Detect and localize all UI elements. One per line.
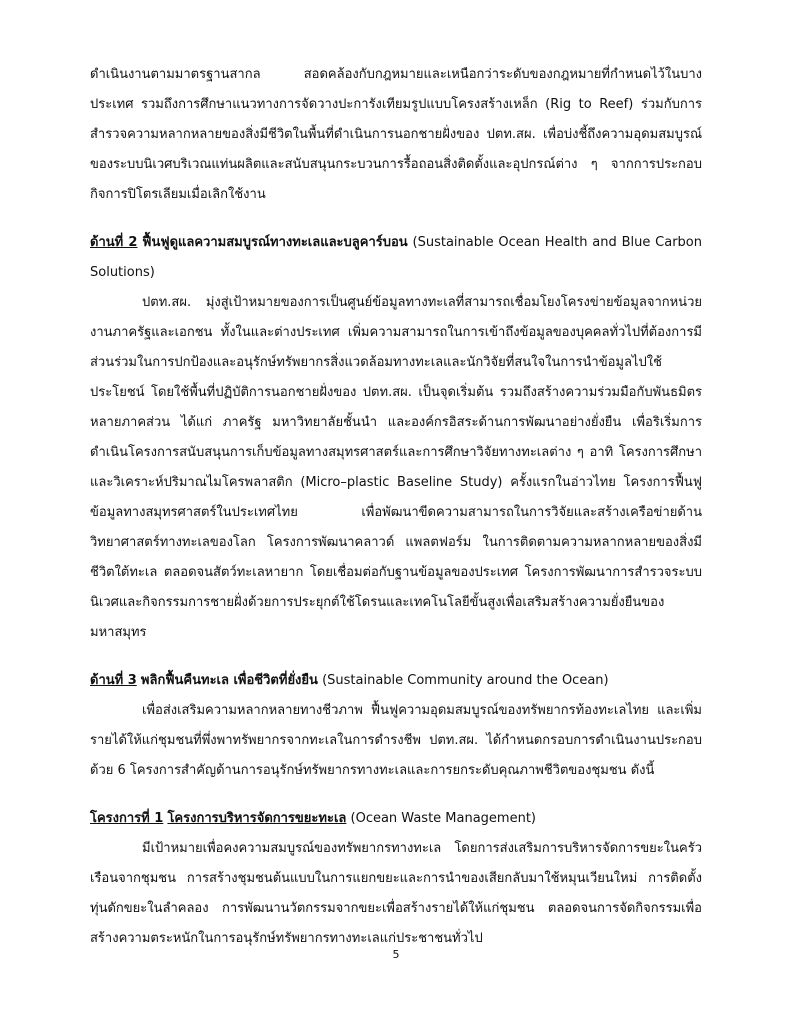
project-1-label: โครงการที่ 1	[90, 811, 164, 826]
section-2-body: ปตท.สผ. มุ่งสู่เป้าหมายของการเป็นศูนย์ข้อมูลทางทะเลที่สามารถเชื่อมโยงโครงข่ายข้อมูลจากหน่วยงานภาครัฐและเอกชน ทั้งในและต่างประเทศ เพิ่มความสามารถในการเข้าถึงข้อมูลของบุคคลทั่วไปที่ต้องการมีส่วนร่วมในการปกป้องและอนุรักษ์ทรัพยากรสิ่งแวดล้อมทางทะเลและนักวิจัยที่สนใจในการนำข้อมูลไปใช้ประโยชน์ โดยใช้พื้นที่ปฏิบัติการนอกชายฝั่งของ ปตท.สผ. เป็นจุดเริ่มต้น รวมถึงสร้างความร่วมมือกับพันธมิตรหลายภาคส่วน ได้แก่ ภาครัฐ มหาวิทยาลัยชั้นนำ และองค์กรอิสระด้านการพัฒนาอย่างยั่งยืน เพื่อริเริ่มการดำเนินโครงการสนับสนุนการเก็บข้อมูลทางสมุทรศาสตร์และการศึกษาวิจัยทางทะเลต่าง ๆ อาทิ โครงการศึกษาและวิเคราะห์ปริมาณไมโครพลาสติก (Micro–plastic Baseline Study) ครั้งแรกในอ่าวไทย โครงการฟื้นฟูข้อมูลทางสมุทรศาสตร์ในประเทศไทย เพื่อพัฒนาขีดความสามารถในการวิจัยและสร้างเครือข่ายด้านวิทยาศาสตร์ทางทะเลของโลก โครงการพัฒนาคลาวด์ แพลตฟอร์ม ในการติดตามความหลากหลายของสิ่งมีชีวิตใต้ทะเล ตลอดจนสัตว์ทะเลหายาก โดยเชื่อมต่อกับฐานข้อมูลของประเทศ โครงการพัฒนาการสำรวจระบบนิเวศและกิจกรรมการชายฝั่งด้วยการประยุกต์ใช้โดรนและเทคโนโลยีขั้นสูงเพื่อเสริมสร้างความยั่งยืนของมหาสมุทร	[90, 295, 702, 640]
project-1-heading	[90, 804, 702, 834]
project-1-subtitle: (Ocean Waste Management)	[350, 811, 537, 826]
section-3-title: พลิกฟื้นคืนทะเล เพื่อชีวิตที่ยั่งยืน	[140, 673, 318, 688]
section-3-heading	[90, 666, 702, 696]
spacer	[90, 210, 702, 220]
spacer	[90, 786, 702, 796]
spacer	[90, 648, 702, 658]
section-3-subtitle: (Sustainable Community around the Ocean)	[322, 673, 609, 688]
page-number: 5	[392, 948, 400, 961]
section-2-heading	[90, 228, 702, 288]
intro-paragraph: ดำเนินงานตามมาตรฐานสากล สอดคล้องกับกฎหมายและเหนือกว่าระดับของกฎหมายที่กำหนดไว้ในบางประเทศ รวมถึงการศึกษาแนวทางการจัดวางปะการังเทียมรูปแบบโครงสร้างเหล็ก (Rig to Reef) ร่วมกับการสำรวจความหลากหลายของสิ่งมีชีวิตในพื้นที่ดำเนินการนอกชายฝั่งของ ปตท.สผ. เพื่อบ่งชี้ถึงความอุดมสมบูรณ์ของระบบนิเวศบริเวณแท่นผลิตและสนับสนุนกระบวนการรื้อถอนสิ่งติดตั้งและอุปกรณ์ต่าง ๆ จากการประกอบกิจการปิโตรเลียมเมื่อเลิกใช้งาน	[90, 67, 702, 202]
project-1-title: โครงการบริหารจัดการขยะทะเล	[167, 811, 347, 826]
project-1-body: มีเป้าหมายเพื่อคงความสมบูรณ์ของทรัพยากรทางทะเล โดยการส่งเสริมการบริหารจัดการขยะในครัวเรือนจากชุมชน การสร้างชุมชนต้นแบบในการแยกขยะและการนำของเสียกลับมาใช้หมุนเวียนใหม่ การติดตั้งทุ่นดักขยะในลำคลอง การพัฒนานวัตกรรมจากขยะเพื่อสร้างรายได้ให้แก่ชุมชน ตลอดจนการจัดกิจกรรมเพื่อสร้างความตระหนักในการอนุรักษ์ทรัพยากรทางทะเลแก่ประชาชนทั่วไป	[90, 841, 702, 946]
section-2-subtitle: (Sustainable Ocean Health and Blue Carbon Solutions)	[90, 235, 702, 280]
section-3-label: ด้านที่ 3	[90, 673, 137, 688]
section-2-title: ฟื้นฟูดูแลความสมบูรณ์ทางทะเลและบลูคาร์บอน	[142, 235, 408, 250]
section-3-body: เพื่อส่งเสริมความหลากหลายทางชีวภาพ ฟื้นฟูความอุดมสมบูรณ์ของทรัพยากรท้องทะเลไทย และเพิ่มรายได้ให้แก่ชุมชนที่พึ่งพาทรัพยากรจากทะเลในการดำรงชีพ ปตท.สผ. ได้กำหนดกรอบการดำเนินงานประกอบด้วย 6 โครงการสำคัญด้านการอนุรักษ์ทรัพยากรทางทะเลและการยกระดับคุณภาพชีวิตของชุมชน ดังนี้	[90, 703, 702, 778]
section-2-label: ด้านที่ 2	[90, 235, 138, 250]
